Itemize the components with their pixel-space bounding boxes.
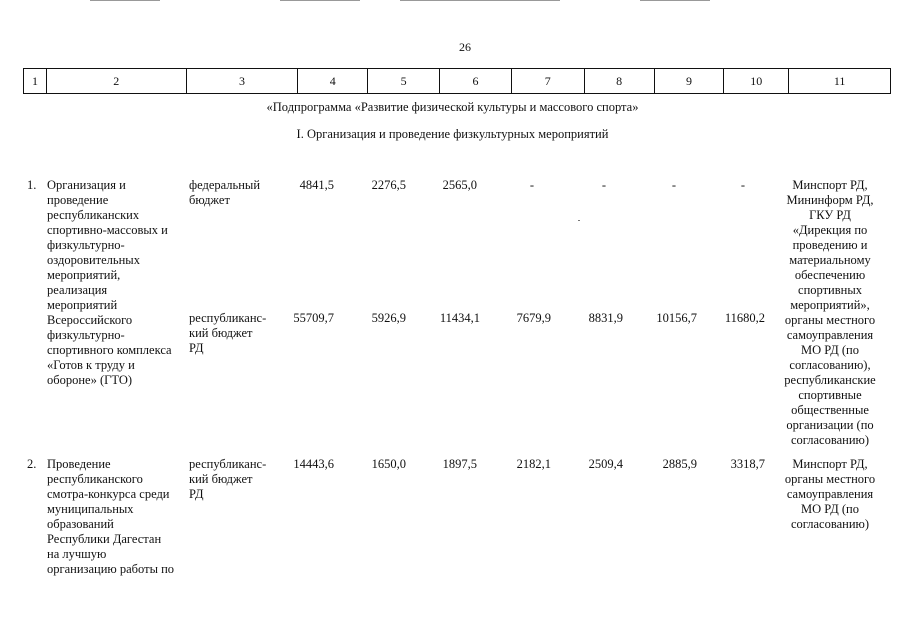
row-2-republican-y6: 3318,7 xyxy=(730,457,765,471)
row-1-republican-y4: 8831,9 xyxy=(588,311,623,325)
row-1-federal-y4: - xyxy=(601,178,607,192)
header-col-5: 5 xyxy=(368,69,440,93)
row-2-source-republican: республиканс- кий бюджет РД xyxy=(189,457,267,501)
row-1-republican-y2: 11434,1 xyxy=(439,311,480,325)
header-col-4: 4 xyxy=(298,69,368,93)
row-2-republican-y4: 2509,4 xyxy=(588,457,623,471)
row-1-republican-y1: 5926,9 xyxy=(371,311,406,325)
row-2-republican-y3: 2182,1 xyxy=(516,457,551,471)
row-1-executors: Минспорт РД, Мининформ РД, ГКУ РД «Дирекция по проведению и материальному обеспечению спортивных мероприятий», органы местного самоуправления МО РД (по согласованию), республиканские спортивные общественные организации (по согласованию) xyxy=(784,178,876,447)
row-1-number: 1. xyxy=(27,178,37,192)
row-2-republican-y5: 2885,9 xyxy=(662,457,697,471)
row-1-federal-total: 4841,5 xyxy=(299,178,334,192)
row-1-republican-y6: 11680,2 xyxy=(724,311,765,325)
row-1-federal-y6: - xyxy=(740,178,746,192)
subprogram-title: «Подпрограмма «Развитие физической культуры и массового спорта» xyxy=(266,100,639,114)
row-1-federal-y5: - xyxy=(671,178,677,192)
row-1-event-name: Организация и проведение республиканских спортивно-массовых и физкультурно- оздоровительных мероприятий, реализация мероприятий Всероссийского физкультурно- спортивного комплекса «Готов к труду и обороне» (ГТО) xyxy=(47,178,172,387)
scan-top-edge-marks xyxy=(0,0,905,3)
header-col-6: 6 xyxy=(440,69,512,93)
header-col-11: 11 xyxy=(833,73,846,88)
header-col-9: 9 xyxy=(655,69,725,93)
row-2-executors: Минспорт РД, органы местного самоуправления МО РД (по согласованию) xyxy=(784,457,876,531)
row-1-source-federal: федеральный бюджет xyxy=(189,178,261,207)
row-1-source-republican: республиканс- кий бюджет РД xyxy=(189,311,267,355)
row-1-republican-total: 55709,7 xyxy=(293,311,334,325)
scan-speck xyxy=(578,220,580,221)
header-col-1: 1 xyxy=(24,69,47,93)
row-2-republican-total: 14443,6 xyxy=(293,457,334,471)
row-1-republican-y3: 7679,9 xyxy=(516,311,551,325)
header-col-3: 3 xyxy=(187,69,299,93)
header-col-10: 10 xyxy=(724,69,789,93)
header-col-2: 2 xyxy=(47,69,187,93)
row-1-federal-y3: - xyxy=(529,178,535,192)
header-col-8: 8 xyxy=(585,69,655,93)
row-2-republican-y2: 1897,5 xyxy=(442,457,477,471)
row-1-federal-y2: 2565,0 xyxy=(442,178,477,192)
page-number: 26 xyxy=(459,40,471,54)
table-header-row xyxy=(23,68,891,94)
row-2-event-name: Проведение республиканского смотра-конкурса среди муниципальных образований Республики Дагестан на лучшую организацию работы по xyxy=(47,457,175,576)
header-col-7: 7 xyxy=(512,69,585,93)
row-1-federal-y1: 2276,5 xyxy=(371,178,406,192)
row-1-republican-y5: 10156,7 xyxy=(656,311,697,325)
section-title: I. Организация и проведение физкультурных мероприятий xyxy=(296,127,609,141)
row-2-republican-y1: 1650,0 xyxy=(371,457,406,471)
row-2-number: 2. xyxy=(27,457,37,471)
